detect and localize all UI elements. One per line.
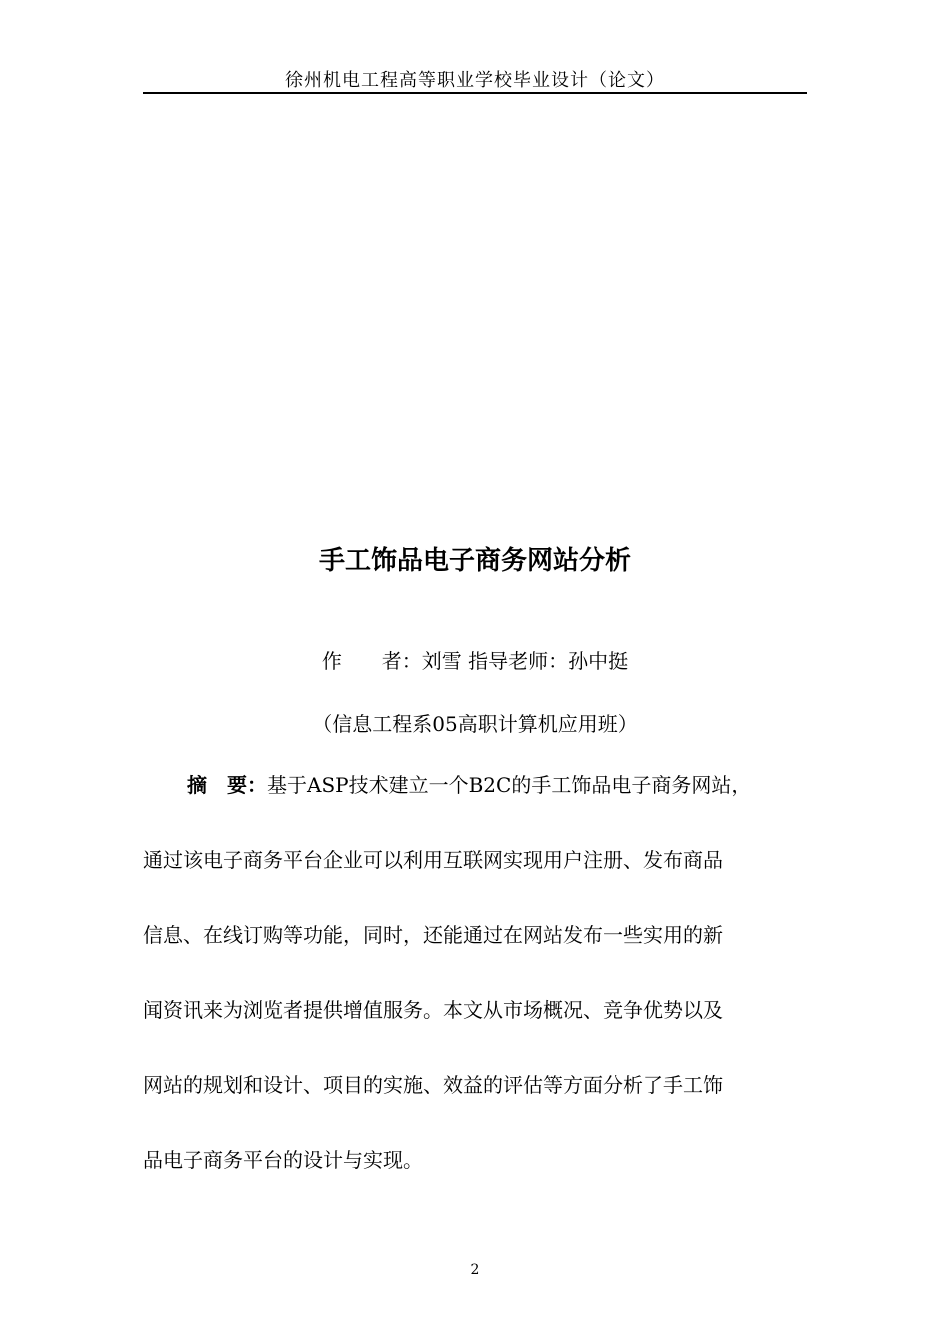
page-number: 2 <box>470 1262 480 1278</box>
running-header: 徐州机电工程高等职业学校毕业设计（论文） <box>285 70 665 91</box>
abstract-line-3: 信息、在线订购等功能，同时，还能通过在网站发布一些实用的新 <box>143 923 723 947</box>
paper-title: 手工饰品电子商务网站分析 <box>318 546 631 576</box>
author-line: 作 者：刘雪 指导老师：孙中挺 <box>321 649 629 673</box>
department-line: （信息工程系05高职计算机应用班） <box>312 712 638 736</box>
abstract-label: 摘 要： <box>187 773 267 797</box>
header-rule <box>143 92 807 94</box>
abstract-line-6: 品电子商务平台的设计与实现。 <box>143 1148 423 1172</box>
abstract-text: 基于ASP技术建立一个B2C的手工饰品电子商务网站， <box>267 773 752 797</box>
abstract <box>143 771 807 1221</box>
abstract-line-4: 闻资讯来为浏览者提供增值服务。本文从市场概况、竞争优势以及 <box>143 998 723 1022</box>
abstract-line-2: 通过该电子商务平台企业可以利用互联网实现用户注册、发布商品 <box>143 848 723 872</box>
abstract-line-5: 网站的规划和设计、项目的实施、效益的评估等方面分析了手工饰 <box>143 1073 723 1097</box>
abstract-line-1 <box>143 771 807 846</box>
